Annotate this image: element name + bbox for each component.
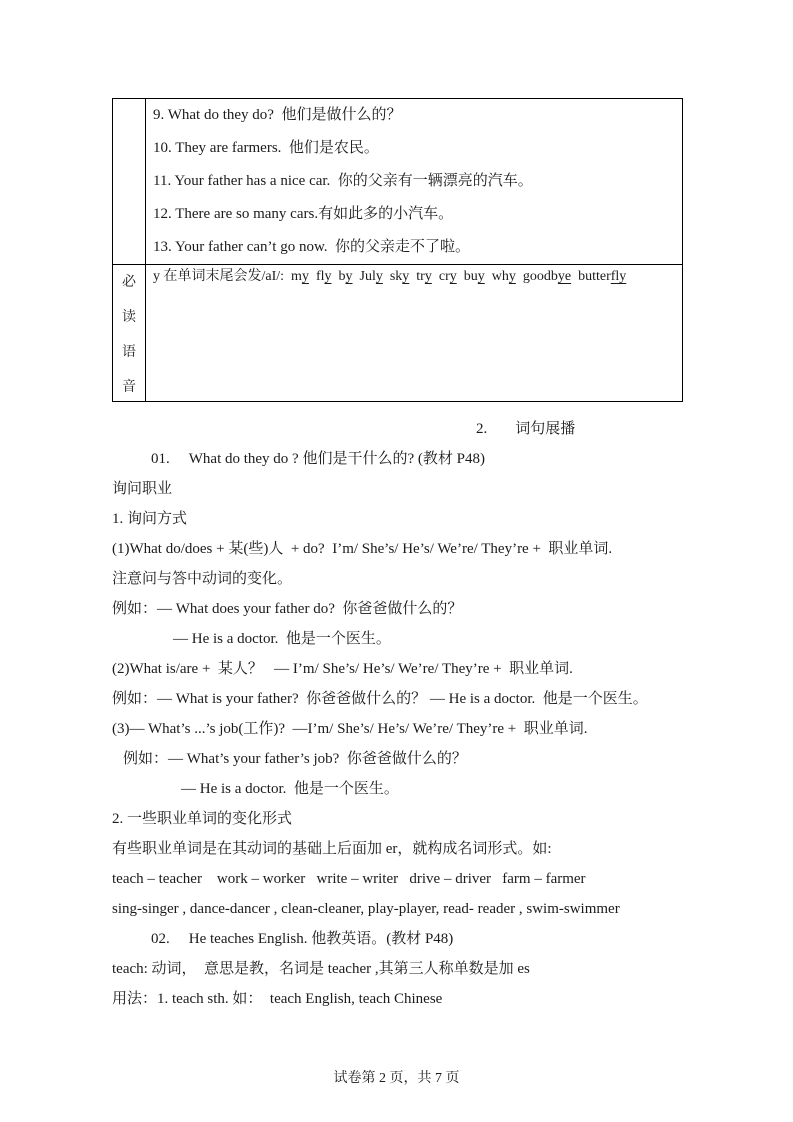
item-number: 02. [151, 931, 170, 947]
table-row1-header-cell [113, 99, 146, 265]
sentence-line: 12. There are so many cars.有如此多的小汽车。 [153, 206, 454, 222]
table-row2-body-cell [146, 265, 683, 402]
label-char: 音 [122, 379, 136, 395]
phonics-word: sky [389, 269, 410, 284]
para-word-pairs-2: sing-singer , dance-dancer , clean-cleaner, play-player, read- reader , swim-swimmer [112, 901, 620, 917]
table-row2-header-cell [113, 265, 146, 402]
para-pattern-1: (1)What do/does + 某(些)人 + do? I’m/ She’s/ He’s/ We’re/ They’re + 职业单词. [112, 541, 613, 557]
para-2-word-forms: 2. 一些职业单词的变化形式 [112, 811, 293, 827]
table-row-phonics [113, 265, 683, 402]
para-example-1-question: 例如：— What does your father do? 你爸爸做什么的？ [112, 601, 463, 617]
section-number: 2. [476, 421, 488, 437]
phonics-word: July [359, 269, 383, 284]
item-02-heading [112, 924, 682, 954]
label-char: 语 [122, 344, 136, 360]
phonics-word: try [416, 269, 432, 284]
para-example-3-question: 例如：— What’s your father’s job? 你爸爸做什么的？ [123, 751, 467, 767]
para-pattern-3: (3)— What’s ...’s job(工作)? —I’m/ She’s/ He’s/ We’re/ They’re + 职业单词. [112, 721, 588, 737]
para-note-verb-change: 注意问与答中动词的变化。 [112, 571, 293, 587]
sentence-line: 13. Your father can’t go now. 你的父亲走不了啦。 [153, 239, 471, 255]
label-char: 读 [122, 309, 136, 325]
para-example-1-answer: — He is a doctor. 他是一个医生。 [173, 631, 391, 647]
table-row-sentences [113, 99, 683, 265]
item-01-heading [112, 444, 682, 474]
sentence-line: 11. Your father has a nice car. 你的父亲有一辆漂亮的汽车。 [153, 173, 533, 189]
phonics-row-label [113, 265, 145, 401]
section-heading [112, 414, 682, 444]
label-char: 必 [122, 274, 136, 290]
para-teach-usage: 用法：1. teach sth. 如： teach English, teach Chinese [112, 991, 443, 1007]
phonics-word: buy [463, 269, 485, 284]
phonics-word: by [338, 269, 353, 284]
para-topic-ask-job: 询问职业 [112, 481, 173, 497]
sentence-line: 10. They are farmers. 他们是农民。 [153, 140, 379, 156]
phonics-line [146, 265, 682, 285]
item-text: He teaches English. 他教英语。(教材 P48) [188, 931, 454, 947]
phonics-word: fly [315, 269, 332, 284]
item-number: 01. [151, 451, 170, 467]
sentence-line: 9. What do they do? 他们是做什么的？ [153, 107, 402, 123]
review-table [112, 98, 683, 402]
phonics-word: my [291, 269, 309, 284]
item-text: What do they do ? 他们是干什么的? (教材 P48) [188, 451, 485, 467]
para-1-ways-to-ask: 1. 询问方式 [112, 511, 188, 527]
para-pattern-2: (2)What is/are + 某人？ — I’m/ She’s/ He’s/ We’re/ They’re + 职业单词. [112, 661, 573, 677]
phonics-word: cry [438, 269, 457, 284]
phonics-word: why [491, 269, 516, 284]
table-row1-body-cell [146, 99, 683, 265]
phonics-word: goodbye [522, 269, 572, 284]
para-example-2: 例如：— What is your father? 你爸爸做什么的？ — He is a doctor. 他是一个医生。 [112, 691, 648, 707]
para-example-3-answer: — He is a doctor. 他是一个医生。 [181, 781, 399, 797]
page-content [112, 98, 682, 1014]
para-er-rule: 有些职业单词是在其动词的基础上后面加 er，就构成名词形式。如: [112, 841, 552, 857]
para-word-pairs-1: teach – teacher work – worker write – writer drive – driver farm – farmer [112, 871, 586, 887]
para-teach-note: teach: 动词， 意思是教，名词是 teacher ,其第三人称单数是加 es [112, 961, 530, 977]
section-title: 词句展播 [515, 421, 576, 437]
phonics-word: butterfly [578, 269, 627, 284]
phonics-intro: y 在单词末尾会发/aI/: [153, 269, 285, 284]
page-footer: 试卷第 2 页，共 7 页 [333, 1071, 460, 1086]
